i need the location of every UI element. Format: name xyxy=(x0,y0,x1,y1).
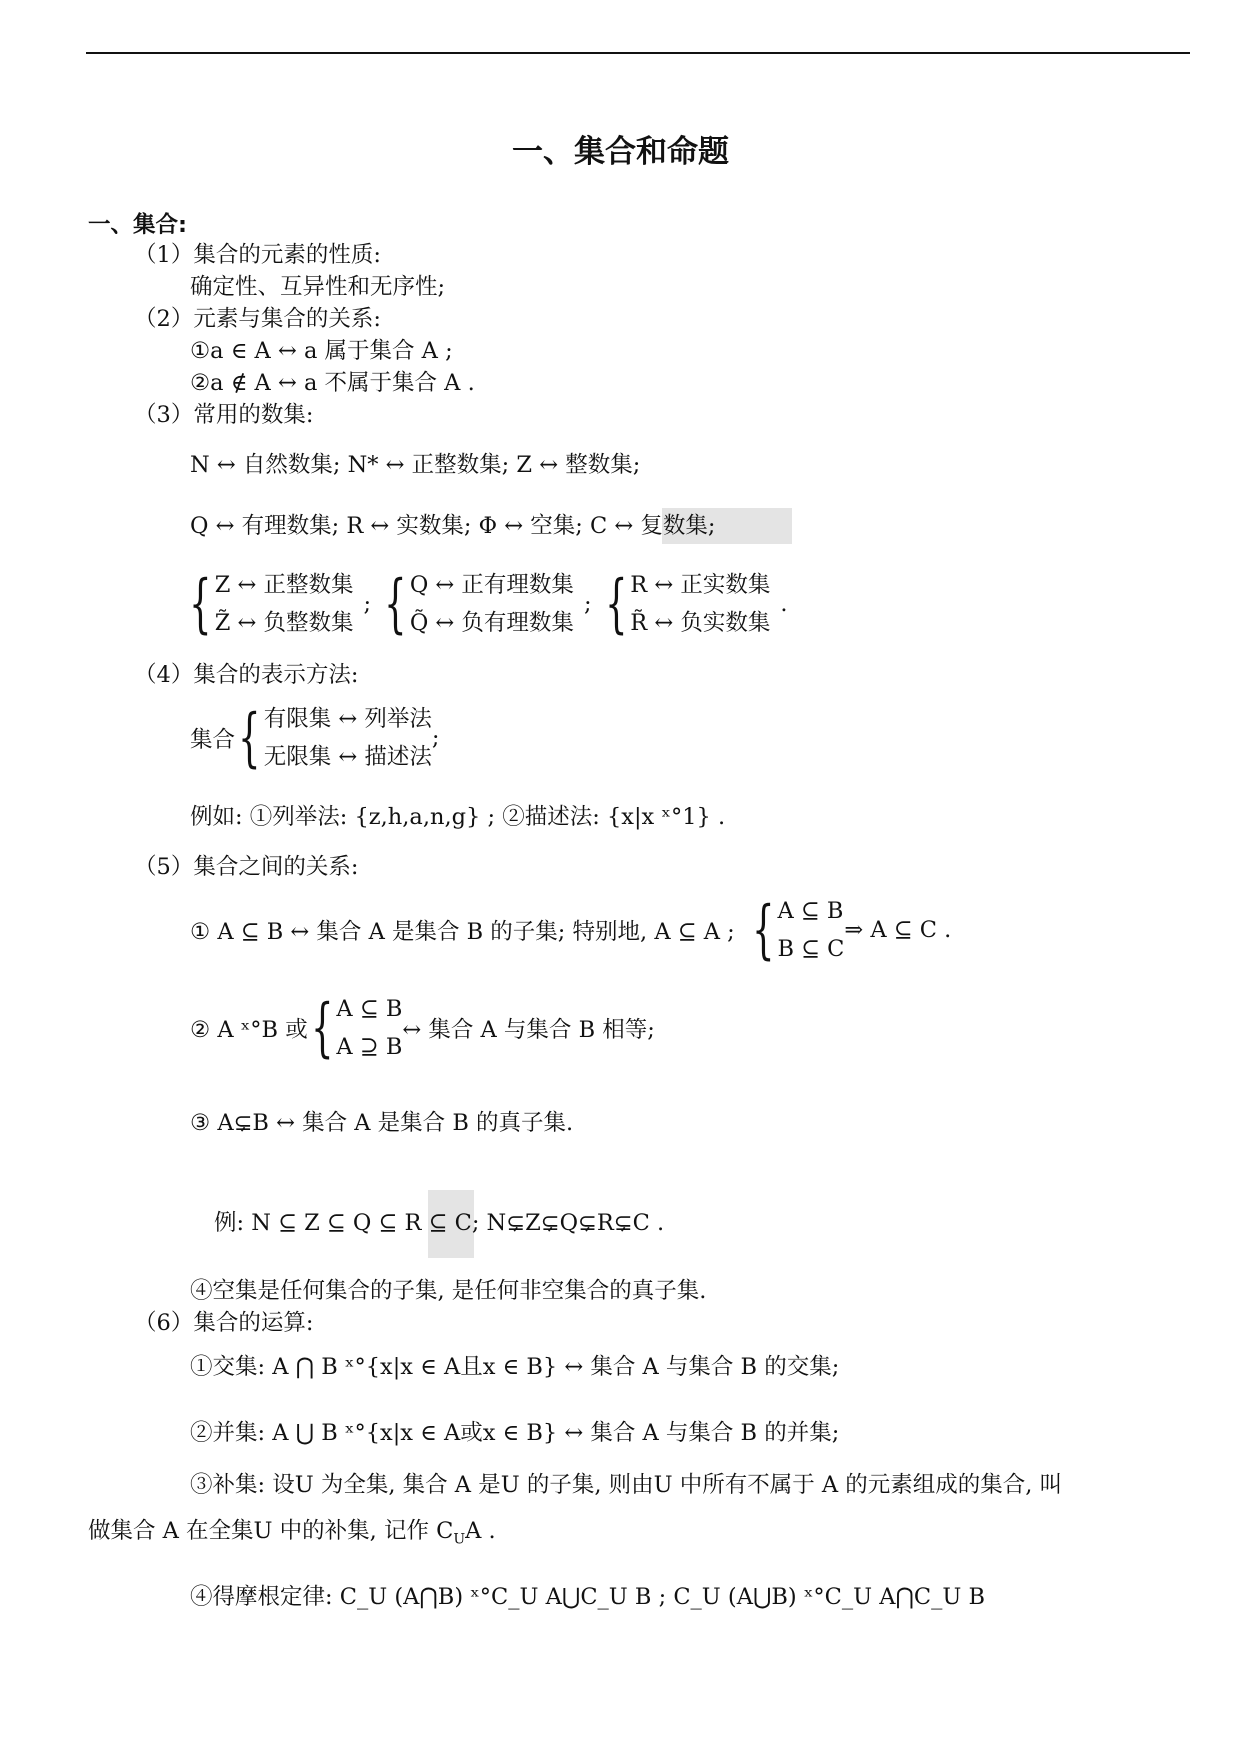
b-subset-c: B ⊆ C xyxy=(777,936,845,962)
item-1-heading: （1）集合的元素的性质: xyxy=(134,242,381,268)
positive-rational-text: Q ↔ 正有理数集 xyxy=(409,572,574,598)
left-brace-icon: { xyxy=(189,567,212,641)
de-morgan-line: ④得摩根定律: C_U (A⋂B) ˣ°C_U A⋃C_U B ; C_U (A⋃B) ˣ°C_U A⋂C_U B xyxy=(190,1584,986,1610)
empty-set-line: ④空集是任何集合的子集, 是任何非空集合的真子集. xyxy=(190,1278,707,1304)
positive-real-text: R ↔ 正实数集 xyxy=(630,572,771,598)
negative-real-text: R̃ ↔ 负实数集 xyxy=(630,610,771,636)
chain-example-a: 例: N ⊆ Z ⊆ Q ⊆ R xyxy=(214,1210,422,1236)
item-3-heading: （3）常用的数集: xyxy=(134,402,314,428)
page-title: 一、集合和命题 xyxy=(512,134,729,170)
integer-brace-stack xyxy=(215,566,354,642)
section-heading: 一、集合: xyxy=(88,212,187,238)
left-brace-icon: { xyxy=(310,991,334,1065)
left-brace-icon: { xyxy=(751,893,775,967)
complement-text: 做集合 A 在全集U 中的补集, 记作 C xyxy=(88,1518,454,1544)
number-sets-line-1: N ↔ 自然数集; N* ↔ 正整数集; Z ↔ 整数集; xyxy=(190,452,641,478)
item-6-heading: （6）集合的运算: xyxy=(134,1310,314,1336)
equality-brace-stack xyxy=(336,990,402,1066)
number-sets-line-2a: Q ↔ 有理数集; R ↔ 实数集; Φ ↔ 空集; xyxy=(190,513,583,539)
semicolon: ; xyxy=(583,591,592,617)
semicolon: ; xyxy=(431,725,440,751)
item-4-heading: （4）集合的表示方法: xyxy=(134,662,359,688)
negative-integer-text: Z̃ ↔ 负整数集 xyxy=(214,610,354,636)
item-2-heading: （2）元素与集合的关系: xyxy=(134,306,381,332)
semicolon: ; xyxy=(363,591,372,617)
item-5-heading: （5）集合之间的关系: xyxy=(134,854,359,880)
item-2-line-2: ②a ∉ A ↔ a 不属于集合 A . xyxy=(190,370,475,396)
union-line: ②并集: A ⋃ B ˣ°{x|x ∈ A或x ∈ B} ↔ 集合 A 与集合 B 的并集; xyxy=(190,1420,840,1446)
chain-example xyxy=(214,1208,664,1238)
period: . xyxy=(780,591,788,617)
set-label: 集合 xyxy=(190,727,236,753)
intersection-line: ①交集: A ⋂ B ˣ°{x|x ∈ A且x ∈ B} ↔ 集合 A 与集合 B 的交集; xyxy=(190,1354,840,1380)
transitive-brace-stack xyxy=(777,892,844,968)
complement-subscript: U xyxy=(453,1531,466,1548)
number-sets-line-2c: ; xyxy=(707,513,716,539)
left-brace-icon: { xyxy=(238,701,261,775)
subset-text: ① A ⊆ B ↔ 集合 A 是集合 B 的子集; 特别地, A ⊆ A ; xyxy=(190,919,735,945)
negative-rational-text: Q̃ ↔ 负有理数集 xyxy=(409,610,574,636)
representation-brace-stack xyxy=(264,700,432,776)
equality-result: ↔ 集合 A 与集合 B 相等; xyxy=(402,1017,655,1043)
finite-set-text: 有限集 ↔ 列举法 xyxy=(263,706,432,732)
item-2-line-1: ①a ∈ A ↔ a 属于集合 A ; xyxy=(190,338,453,364)
representation-row xyxy=(190,700,440,776)
subset-row xyxy=(190,892,951,968)
proper-subset-line: ③ A⊊B ↔ 集合 A 是集合 B 的真子集. xyxy=(190,1110,574,1136)
left-brace-icon: { xyxy=(604,567,628,641)
equality-text: ② A ˣ°B 或 xyxy=(190,1017,308,1043)
left-brace-icon: { xyxy=(384,567,407,641)
header-rule xyxy=(86,52,1190,54)
representation-example: 例如: ①列举法: {z,h,a,n,g} ; ②描述法: {x|x ˣ°1} . xyxy=(190,804,726,830)
complement-line-2 xyxy=(88,1516,496,1555)
chain-example-highlight: ⊆ C xyxy=(428,1210,472,1236)
rational-brace-stack xyxy=(410,566,574,642)
complex-set-text: C ↔ 复数集 xyxy=(590,513,708,539)
complement-end: A . xyxy=(465,1518,496,1544)
a-subset-b: A ⊆ B xyxy=(777,898,844,924)
chain-example-c: ; N⊊Z⊊Q⊊R⊊C . xyxy=(471,1210,665,1236)
real-brace-stack xyxy=(630,566,770,642)
number-sets-line-2 xyxy=(190,511,715,541)
equality-row xyxy=(190,990,655,1066)
transitive-result: ⇒ A ⊆ C . xyxy=(844,917,952,943)
signed-sets-row xyxy=(186,566,798,642)
a-superset-b: A ⊇ B xyxy=(336,1034,403,1060)
complement-line-1: ③补集: 设U 为全集, 集合 A 是U 的子集, 则由U 中所有不属于 A 的元素组成的集合, 叫 xyxy=(190,1472,1063,1498)
a-subset-b: A ⊆ B xyxy=(336,996,403,1022)
positive-integer-text: Z ↔ 正整数集 xyxy=(214,572,354,598)
item-1-body: 确定性、互异性和无序性; xyxy=(190,274,446,300)
infinite-set-text: 无限集 ↔ 描述法 xyxy=(263,744,432,770)
